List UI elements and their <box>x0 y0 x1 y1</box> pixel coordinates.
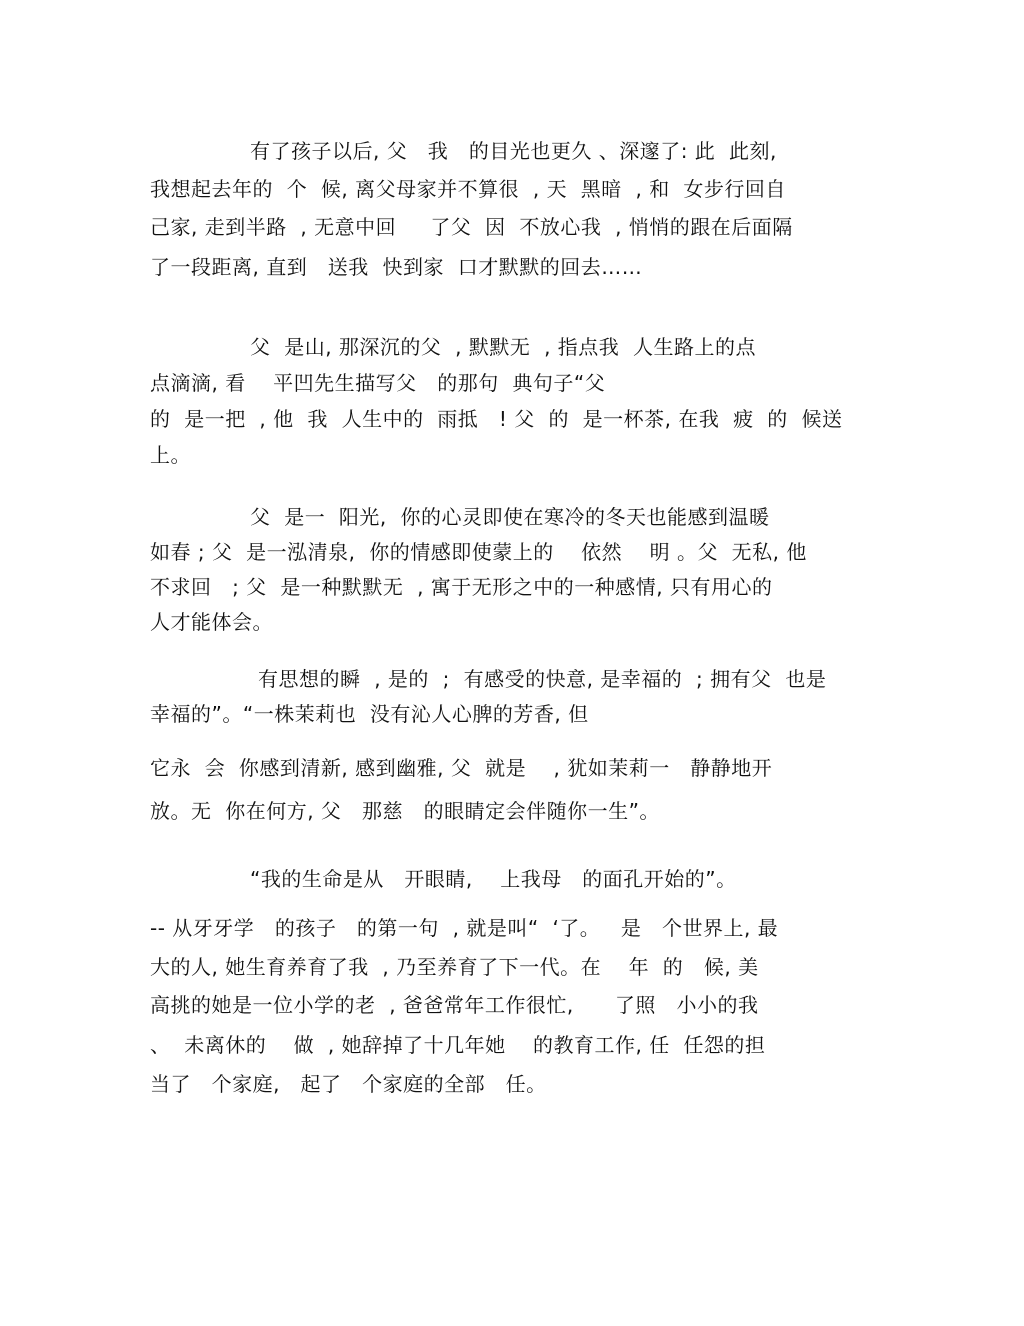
text-line: 如春 ; 父 是一泓清泉, 你的情感即使蒙上的 依然 明 。父 无私, 他 <box>150 540 807 564</box>
text-line: 的 是一把 , 他 我 人生中的 雨抵 ! 父 的 是一杯茶, 在我 疲 的 候送 <box>150 407 843 431</box>
text-line: 父 是山, 那深沉的父 , 默默无 , 指点我 人生路上的点 <box>250 335 757 359</box>
text-line: 上。 <box>150 443 191 467</box>
text-line: 有了孩子以后, 父 我 的目光也更久 、深邃了: 此 此刻, <box>250 139 777 163</box>
text-line: 了一段距离, 直到 送我 快到家 口才默默的回去…… <box>150 255 643 279</box>
text-line: 放。无 你在何方, 父 那慈 的眼睛定会伴随你一生”。 <box>150 799 660 823</box>
text-line: 有思想的瞬 , 是的 ; 有感受的快意, 是幸福的 ; 拥有父 也是 <box>258 667 827 691</box>
text-line: -- 从牙牙学 的孩子 的第一句 , 就是叫“ ‘了。 是 个世界上, 最 <box>150 916 779 940</box>
text-line: 当了 个家庭, 起了 个家庭的全部 任。 <box>150 1072 547 1096</box>
text-line: 大的人, 她生育养育了我 , 乃至养育了下一代。在 年 的 候, 美 <box>150 955 759 979</box>
text-line: “我的生命是从 开眼睛, 上我母 的面孔开始的”。 <box>250 867 737 891</box>
text-line: 不求回 ; 父 是一种默默无 , 寓于无形之中的一种感情, 只有用心的 <box>150 575 773 599</box>
text-line: 高挑的她是一位小学的老 , 爸爸常年工作很忙, 了照 小小的我 <box>150 993 759 1017</box>
text-line: 、 未离休的 做 , 她辞掉了十几年她 的教育工作, 任 任怨的担 <box>150 1033 766 1057</box>
text-line: 我想起去年的 个 候, 离父母家并不算很 , 天 黑暗 , 和 女步行回自 <box>150 177 786 201</box>
text-line: 父 是一 阳光, 你的心灵即使在寒冷的冬天也能感到温暖 <box>250 505 770 529</box>
text-line: 它永 会 你感到清新, 感到幽雅, 父 就是 , 犹如茉莉一 静静地开 <box>150 756 773 780</box>
text-line: 点滴滴, 看 平凹先生描写父 的那句 典句子“父 <box>150 371 606 395</box>
text-line: 己家, 走到半路 , 无意中回 了父 因 不放心我 , 悄悄的跟在后面隔 <box>150 215 793 239</box>
text-line: 幸福的”。“一株茉莉也 没有沁人心脾的芳香, 但 <box>150 702 589 726</box>
text-line: 人才能体会。 <box>150 610 273 634</box>
